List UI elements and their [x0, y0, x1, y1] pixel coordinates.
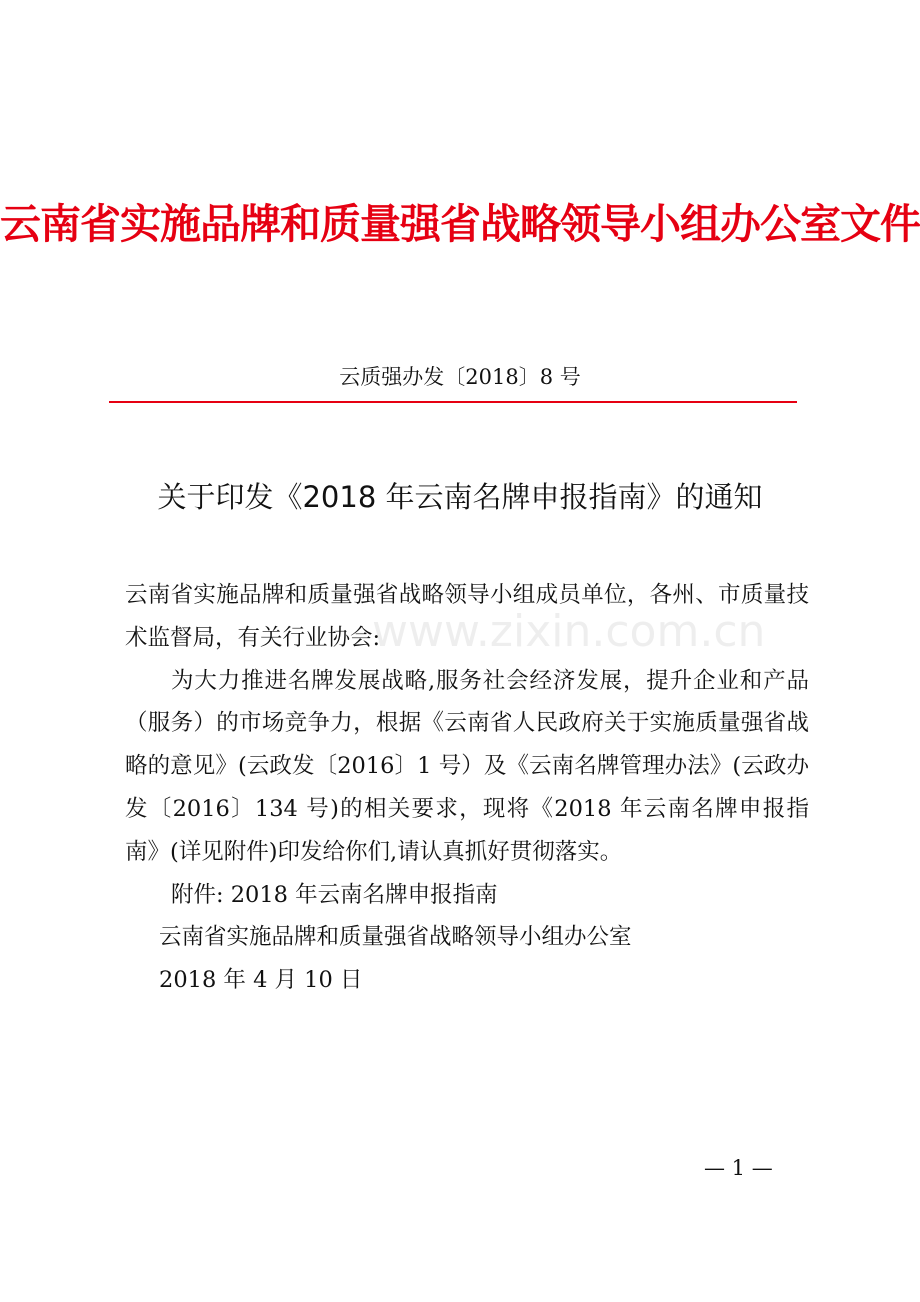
main-paragraph: 为大力推进名牌发展战略,服务社会经济发展，提升企业和产品（服务）的市场竞争力，根据《云南省人民政府关于实施质量强省战略的意见》(云政发〔2016〕1 号）及《云南名牌管理办法》(云政办发〔2016〕134 号)的相关要求，现将《2018 年云南名牌申报指南》(详见附件)印发给你们,请认真抓好贯彻落实。 — [125, 667, 809, 865]
document-header-title: 云南省实施品牌和质量强省战略领导小组办公室文件 — [0, 200, 920, 248]
notice-title: 关于印发《2018 年云南名牌申报指南》的通知 — [157, 480, 763, 514]
red-divider-line — [109, 401, 797, 403]
addressee-paragraph: 云南省实施品牌和质量强省战略领导小组成员单位，各州、市质量技术监督局，有关行业协会: — [125, 582, 809, 651]
document-date: 2018 年 4 月 10 日 — [159, 967, 363, 994]
watermark-text: www.zixin.com.cn — [372, 606, 766, 657]
document-body — [125, 574, 809, 1002]
document-number: 云质强办发〔2018〕8 号 — [339, 365, 581, 389]
attachment-line: 附件: 2018 年云南名牌申报指南 — [171, 881, 498, 908]
signature-organization: 云南省实施品牌和质量强省战略领导小组办公室 — [159, 924, 632, 951]
page-number: — 1 — — [704, 1156, 773, 1180]
